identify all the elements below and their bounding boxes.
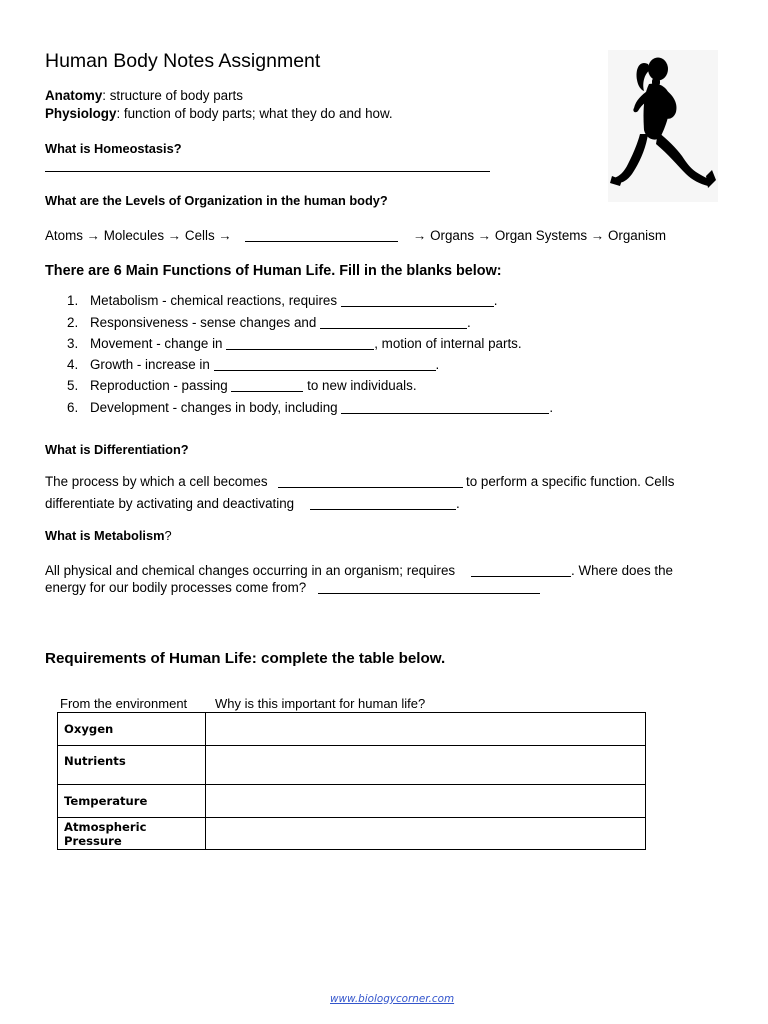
function-text-after: , motion of internal parts. bbox=[374, 336, 522, 351]
homeostasis-question: What is Homeostasis? bbox=[45, 141, 182, 156]
function-item-movement bbox=[90, 336, 522, 351]
function-blank bbox=[341, 294, 494, 307]
function-item-metabolism bbox=[90, 293, 498, 308]
table-row-label: Temperature bbox=[58, 785, 206, 818]
table-row bbox=[58, 785, 646, 818]
function-item-reproduction bbox=[90, 378, 417, 393]
function-text: Metabolism - chemical reactions, requires bbox=[90, 293, 341, 308]
function-text-after: . bbox=[549, 400, 554, 415]
function-blank bbox=[231, 379, 303, 392]
anatomy-definition bbox=[45, 88, 243, 103]
function-number: 6. bbox=[67, 400, 79, 415]
function-text-after: . bbox=[467, 315, 471, 330]
table-answer-cell[interactable] bbox=[206, 713, 646, 746]
function-blank bbox=[320, 316, 467, 329]
table-row bbox=[58, 746, 646, 785]
table-row-label: Atmospheric Pressure bbox=[58, 818, 206, 850]
function-number: 1. bbox=[67, 293, 79, 308]
function-item-responsiveness bbox=[90, 315, 471, 330]
table-row bbox=[58, 713, 646, 746]
homeostasis-answer-line bbox=[45, 171, 490, 172]
table-row-label: Oxygen bbox=[58, 713, 206, 746]
function-number: 4. bbox=[67, 357, 79, 372]
function-text-after: . bbox=[435, 357, 440, 372]
function-text: Growth - increase in bbox=[90, 357, 214, 372]
function-text: Movement - change in bbox=[90, 336, 227, 351]
table-col2-header: Why is this important for human life? bbox=[215, 696, 426, 711]
function-number: 5. bbox=[67, 378, 79, 393]
differentiation-text-3: differentiate by activating and deactivating bbox=[45, 496, 295, 511]
function-blank bbox=[341, 401, 549, 414]
differentiation-text-2: to perform a specific function. Cells bbox=[466, 474, 675, 489]
levels-blank bbox=[245, 241, 398, 242]
metabolism-blank-1 bbox=[471, 576, 571, 577]
function-item-development bbox=[90, 400, 553, 415]
function-number: 3. bbox=[67, 336, 79, 351]
differentiation-question: What is Differentiation? bbox=[45, 442, 189, 457]
function-number: 2. bbox=[67, 315, 79, 330]
differentiation-blank-2 bbox=[310, 509, 456, 510]
functions-heading: There are 6 Main Functions of Human Life. Fill in the blanks below: bbox=[45, 263, 502, 279]
physiology-def: : function of body parts; what they do and how. bbox=[116, 106, 393, 121]
metabolism-question bbox=[45, 528, 172, 543]
footer-link[interactable]: www.biologycorner.com bbox=[330, 993, 455, 1005]
function-text: Responsiveness - sense changes and bbox=[90, 315, 321, 330]
page-title: Human Body Notes Assignment bbox=[45, 50, 321, 72]
requirements-heading: Requirements of Human Life: complete the table below. bbox=[45, 650, 446, 667]
table-answer-cell[interactable] bbox=[206, 785, 646, 818]
function-text: Development - changes in body, including bbox=[90, 400, 342, 415]
differentiation-text-1: The process by which a cell becomes bbox=[45, 474, 268, 489]
function-blank bbox=[214, 358, 436, 371]
anatomy-def: : structure of body parts bbox=[102, 88, 243, 103]
metabolism-text-3: energy for our bodily processes come from? bbox=[45, 580, 307, 595]
physiology-term: Physiology bbox=[45, 106, 117, 121]
metabolism-text-2: . Where does the bbox=[571, 563, 673, 578]
table-answer-cell[interactable] bbox=[206, 746, 646, 785]
physiology-definition bbox=[45, 106, 393, 121]
metabolism-question-bold: What is Metabolism bbox=[45, 528, 165, 543]
levels-left-text: Atoms → Molecules → Cells → bbox=[45, 228, 232, 243]
anatomy-term: Anatomy bbox=[45, 88, 103, 103]
levels-question: What are the Levels of Organization in the human body? bbox=[45, 193, 388, 208]
metabolism-question-mark: ? bbox=[164, 528, 172, 543]
metabolism-blank-2 bbox=[318, 593, 540, 594]
table-row-label: Nutrients bbox=[58, 746, 206, 785]
table-row bbox=[58, 818, 646, 850]
function-text-after: . bbox=[493, 293, 498, 308]
differentiation-text-4: . bbox=[456, 496, 460, 511]
runner-image bbox=[608, 50, 718, 202]
function-text: Reproduction - passing bbox=[90, 378, 232, 393]
function-blank bbox=[226, 337, 374, 350]
runner-silhouette-icon bbox=[608, 50, 718, 202]
requirements-table bbox=[57, 712, 646, 850]
table-answer-cell[interactable] bbox=[206, 818, 646, 850]
table-col1-header: From the environment bbox=[60, 696, 188, 711]
metabolism-text-1: All physical and chemical changes occurring in an organism; requires bbox=[45, 563, 456, 578]
function-text-after: to new individuals. bbox=[303, 378, 417, 393]
function-item-growth bbox=[90, 357, 439, 372]
differentiation-blank-1 bbox=[278, 487, 463, 488]
levels-right-text: → Organs → Organ Systems → Organism bbox=[413, 228, 667, 243]
